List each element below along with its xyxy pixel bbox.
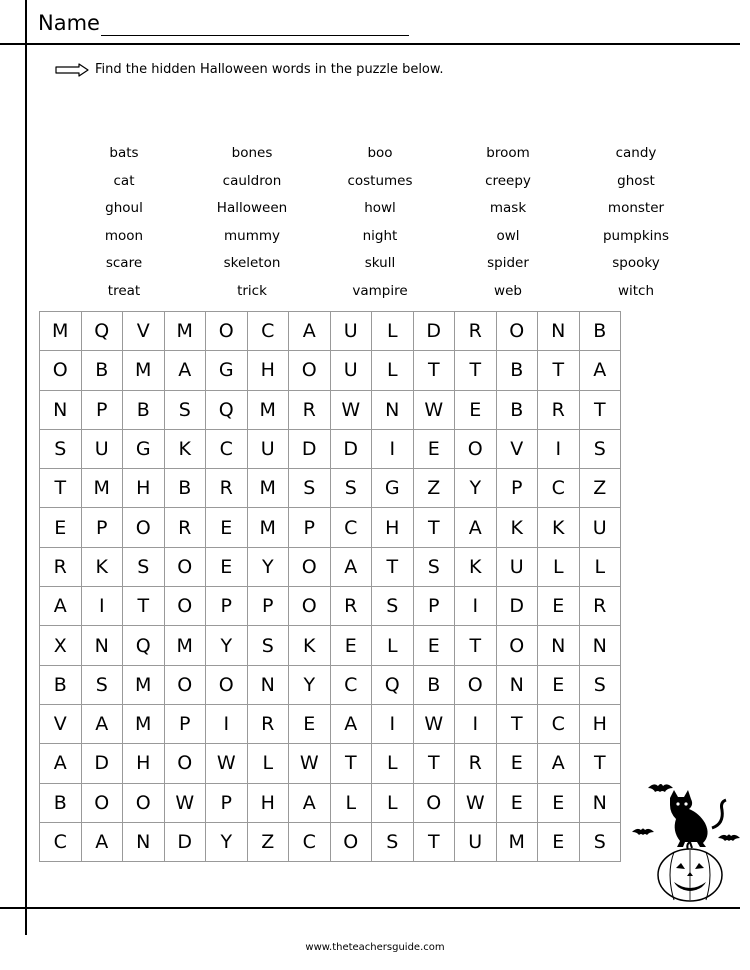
puzzle-cell[interactable]: M <box>248 391 290 430</box>
puzzle-cell[interactable]: S <box>123 548 165 587</box>
puzzle-cell[interactable]: H <box>123 744 165 783</box>
puzzle-cell[interactable]: R <box>455 744 497 783</box>
puzzle-cell[interactable]: L <box>372 312 414 351</box>
puzzle-cell[interactable]: N <box>580 626 622 665</box>
puzzle-cell[interactable]: E <box>331 626 373 665</box>
puzzle-cell[interactable]: H <box>372 508 414 547</box>
puzzle-cell[interactable]: H <box>580 705 622 744</box>
puzzle-cell[interactable]: T <box>455 351 497 390</box>
word-list-item: skeleton <box>223 255 281 271</box>
puzzle-cell[interactable]: U <box>248 430 290 469</box>
puzzle-cell[interactable]: M <box>123 666 165 705</box>
word-list-item: Halloween <box>216 200 288 216</box>
puzzle-cell[interactable]: K <box>82 548 124 587</box>
puzzle-cell[interactable]: S <box>289 469 331 508</box>
margin-vertical-rule <box>25 0 27 935</box>
puzzle-cell[interactable]: O <box>497 312 539 351</box>
word-list-item: scare <box>105 255 143 271</box>
word-list-item: bones <box>231 145 273 161</box>
puzzle-cell[interactable]: B <box>497 351 539 390</box>
puzzle-cell[interactable]: D <box>82 744 124 783</box>
puzzle-cell[interactable]: A <box>538 744 580 783</box>
puzzle-cell[interactable]: E <box>538 823 580 862</box>
puzzle-cell[interactable]: O <box>165 666 207 705</box>
puzzle-cell[interactable]: K <box>455 548 497 587</box>
word-list-item: bats <box>109 145 139 161</box>
word-list-item: vampire <box>352 282 408 299</box>
puzzle-cell[interactable]: N <box>123 823 165 862</box>
puzzle-cell[interactable]: A <box>40 587 82 626</box>
puzzle-cell[interactable]: C <box>289 823 331 862</box>
puzzle-cell[interactable]: M <box>248 469 290 508</box>
puzzle-cell[interactable]: E <box>455 391 497 430</box>
puzzle-cell[interactable]: R <box>248 705 290 744</box>
puzzle-cell[interactable]: M <box>248 508 290 547</box>
word-list-item: mummy <box>224 227 280 244</box>
header-rule <box>0 43 740 45</box>
puzzle-cell[interactable]: U <box>331 351 373 390</box>
puzzle-cell[interactable]: G <box>206 351 248 390</box>
puzzle-cell[interactable]: E <box>538 666 580 705</box>
puzzle-cell[interactable]: A <box>331 548 373 587</box>
puzzle-cell[interactable]: N <box>580 784 622 823</box>
puzzle-cell[interactable]: S <box>580 666 622 705</box>
puzzle-cell[interactable]: E <box>497 784 539 823</box>
word-list-item: spider <box>487 255 529 271</box>
puzzle-cell[interactable]: L <box>331 784 373 823</box>
word-list <box>60 140 700 305</box>
puzzle-cell[interactable]: S <box>331 469 373 508</box>
word-list-item: spooky <box>612 255 660 271</box>
puzzle-cell[interactable]: C <box>331 508 373 547</box>
halloween-cat-pumpkin-illustration <box>630 770 745 905</box>
puzzle-cell[interactable]: T <box>580 744 622 783</box>
puzzle-cell[interactable]: E <box>206 548 248 587</box>
puzzle-cell[interactable]: E <box>538 784 580 823</box>
word-list-item: web <box>494 282 522 299</box>
puzzle-grid <box>39 311 621 862</box>
puzzle-cell[interactable]: V <box>497 430 539 469</box>
puzzle-cell[interactable]: R <box>165 508 207 547</box>
puzzle-cell[interactable]: N <box>82 626 124 665</box>
arrow-right-icon <box>55 63 89 77</box>
footer-rule <box>0 907 740 909</box>
puzzle-cell[interactable]: M <box>82 469 124 508</box>
puzzle-cell[interactable]: Y <box>455 469 497 508</box>
puzzle-cell[interactable]: T <box>331 744 373 783</box>
puzzle-cell[interactable]: W <box>165 784 207 823</box>
puzzle-cell[interactable]: O <box>331 823 373 862</box>
word-list-item: skull <box>364 255 396 271</box>
word-list-item: pumpkins <box>602 227 669 244</box>
puzzle-cell[interactable]: X <box>40 626 82 665</box>
puzzle-cell[interactable]: Z <box>580 469 622 508</box>
puzzle-cell[interactable]: S <box>248 626 290 665</box>
word-list-item: cat <box>113 172 135 189</box>
word-list-item: costumes <box>347 172 413 189</box>
puzzle-cell[interactable]: R <box>580 587 622 626</box>
puzzle-cell[interactable]: P <box>414 587 456 626</box>
puzzle-cell[interactable]: T <box>414 508 456 547</box>
word-list-item: howl <box>364 200 396 216</box>
puzzle-cell[interactable]: B <box>40 666 82 705</box>
puzzle-cell[interactable]: N <box>248 666 290 705</box>
puzzle-cell[interactable]: S <box>580 430 622 469</box>
puzzle-cell[interactable]: P <box>206 784 248 823</box>
puzzle-cell[interactable]: T <box>414 351 456 390</box>
word-list-item: owl <box>496 227 520 244</box>
puzzle-cell[interactable]: T <box>123 587 165 626</box>
puzzle-cell[interactable]: W <box>206 744 248 783</box>
puzzle-cell[interactable]: H <box>248 351 290 390</box>
puzzle-cell[interactable]: I <box>455 587 497 626</box>
word-list-item: ghost <box>617 172 655 189</box>
puzzle-cell[interactable]: M <box>123 351 165 390</box>
puzzle-cell[interactable]: C <box>40 823 82 862</box>
puzzle-cell[interactable]: W <box>414 391 456 430</box>
puzzle-cell[interactable]: L <box>372 744 414 783</box>
word-list-item: night <box>362 227 398 244</box>
puzzle-cell[interactable]: N <box>372 391 414 430</box>
puzzle-cell[interactable]: S <box>40 430 82 469</box>
puzzle-cell[interactable]: O <box>289 548 331 587</box>
puzzle-cell[interactable]: R <box>455 312 497 351</box>
puzzle-cell[interactable]: W <box>414 705 456 744</box>
puzzle-cell[interactable]: K <box>497 508 539 547</box>
word-list-item: trick <box>237 282 267 299</box>
puzzle-cell[interactable]: O <box>497 626 539 665</box>
puzzle-cell[interactable]: L <box>580 548 622 587</box>
puzzle-cell[interactable]: E <box>414 626 456 665</box>
puzzle-cell[interactable]: Y <box>206 823 248 862</box>
instruction-text: Find the hidden Halloween words in the puzzle below. <box>95 62 444 77</box>
puzzle-cell[interactable]: M <box>123 705 165 744</box>
puzzle-cell[interactable]: D <box>331 430 373 469</box>
puzzle-cell[interactable]: O <box>82 784 124 823</box>
puzzle-cell[interactable]: S <box>414 548 456 587</box>
puzzle-cell[interactable]: E <box>538 587 580 626</box>
word-list-item: ghoul <box>105 200 143 216</box>
puzzle-cell[interactable]: V <box>123 312 165 351</box>
puzzle-cell[interactable]: O <box>123 508 165 547</box>
puzzle-cell[interactable]: Z <box>248 823 290 862</box>
puzzle-cell[interactable]: R <box>331 587 373 626</box>
puzzle-cell[interactable]: L <box>372 784 414 823</box>
puzzle-cell[interactable]: O <box>40 351 82 390</box>
name-blank-line[interactable] <box>101 11 409 36</box>
puzzle-cell[interactable]: O <box>289 351 331 390</box>
puzzle-cell[interactable]: Y <box>289 666 331 705</box>
puzzle-cell[interactable]: C <box>248 312 290 351</box>
puzzle-cell[interactable]: O <box>455 666 497 705</box>
word-list-item: candy <box>615 145 657 161</box>
puzzle-cell[interactable]: P <box>248 587 290 626</box>
puzzle-cell[interactable]: U <box>82 430 124 469</box>
word-list-item: creepy <box>485 172 531 189</box>
puzzle-cell[interactable]: M <box>40 312 82 351</box>
puzzle-cell[interactable]: Y <box>206 626 248 665</box>
word-list-item: moon <box>104 227 144 244</box>
puzzle-cell[interactable]: E <box>289 705 331 744</box>
word-list-item: treat <box>107 282 141 299</box>
puzzle-cell[interactable]: O <box>165 744 207 783</box>
jack-o-lantern-icon <box>658 842 722 901</box>
bat-icon <box>718 835 740 842</box>
puzzle-cell[interactable]: T <box>414 823 456 862</box>
puzzle-cell[interactable]: T <box>538 351 580 390</box>
puzzle-cell[interactable]: C <box>538 705 580 744</box>
puzzle-cell[interactable]: N <box>497 666 539 705</box>
puzzle-cell[interactable]: I <box>372 430 414 469</box>
puzzle-cell[interactable]: D <box>165 823 207 862</box>
puzzle-cell[interactable]: W <box>331 391 373 430</box>
puzzle-cell[interactable]: N <box>40 391 82 430</box>
puzzle-cell[interactable]: A <box>580 351 622 390</box>
puzzle-cell[interactable]: B <box>580 312 622 351</box>
puzzle-cell[interactable]: P <box>82 508 124 547</box>
puzzle-cell[interactable]: O <box>206 666 248 705</box>
puzzle-cell[interactable]: B <box>165 469 207 508</box>
puzzle-cell[interactable]: R <box>206 469 248 508</box>
puzzle-cell[interactable]: C <box>206 430 248 469</box>
puzzle-cell[interactable]: T <box>40 469 82 508</box>
puzzle-cell[interactable]: I <box>455 705 497 744</box>
puzzle-cell[interactable]: D <box>414 312 456 351</box>
puzzle-cell[interactable]: A <box>82 823 124 862</box>
puzzle-cell[interactable]: I <box>372 705 414 744</box>
puzzle-cell[interactable]: P <box>206 587 248 626</box>
puzzle-cell[interactable]: H <box>248 784 290 823</box>
puzzle-cell[interactable]: R <box>289 391 331 430</box>
puzzle-cell[interactable]: Q <box>82 312 124 351</box>
puzzle-cell[interactable]: A <box>331 705 373 744</box>
puzzle-cell[interactable]: G <box>123 430 165 469</box>
puzzle-cell[interactable]: N <box>538 312 580 351</box>
puzzle-cell[interactable]: U <box>497 548 539 587</box>
puzzle-cell[interactable]: I <box>206 705 248 744</box>
puzzle-cell[interactable]: O <box>455 430 497 469</box>
puzzle-cell[interactable]: S <box>580 823 622 862</box>
footer-website: www.theteachersguide.com <box>305 942 445 953</box>
puzzle-cell[interactable]: H <box>123 469 165 508</box>
word-list-item: broom <box>486 145 530 161</box>
puzzle-cell[interactable]: R <box>538 391 580 430</box>
puzzle-cell[interactable]: C <box>331 666 373 705</box>
puzzle-cell[interactable]: S <box>165 391 207 430</box>
puzzle-cell[interactable]: Z <box>414 469 456 508</box>
puzzle-cell[interactable]: D <box>289 430 331 469</box>
puzzle-cell[interactable]: A <box>289 784 331 823</box>
puzzle-cell[interactable]: A <box>40 744 82 783</box>
name-field <box>38 10 409 36</box>
puzzle-cell[interactable]: G <box>372 469 414 508</box>
puzzle-cell[interactable]: B <box>82 351 124 390</box>
puzzle-cell[interactable]: K <box>289 626 331 665</box>
puzzle-cell[interactable]: D <box>497 587 539 626</box>
word-list-item: witch <box>617 282 655 299</box>
puzzle-cell[interactable]: B <box>40 784 82 823</box>
puzzle-cell[interactable]: P <box>82 391 124 430</box>
puzzle-cell[interactable]: C <box>538 469 580 508</box>
puzzle-cell[interactable]: E <box>497 744 539 783</box>
puzzle-cell[interactable]: N <box>538 626 580 665</box>
puzzle-cell[interactable]: T <box>455 626 497 665</box>
puzzle-cell[interactable]: K <box>165 430 207 469</box>
puzzle-cell[interactable]: O <box>289 587 331 626</box>
puzzle-cell[interactable]: O <box>414 784 456 823</box>
puzzle-cell[interactable]: Y <box>248 548 290 587</box>
puzzle-cell[interactable]: O <box>123 784 165 823</box>
puzzle-cell[interactable]: W <box>289 744 331 783</box>
puzzle-cell[interactable]: S <box>82 666 124 705</box>
puzzle-cell[interactable]: O <box>165 548 207 587</box>
puzzle-cell[interactable]: K <box>538 508 580 547</box>
puzzle-cell[interactable]: L <box>372 626 414 665</box>
puzzle-cell[interactable]: T <box>372 548 414 587</box>
puzzle-cell[interactable]: V <box>40 705 82 744</box>
puzzle-cell[interactable]: B <box>123 391 165 430</box>
puzzle-cell[interactable]: B <box>414 666 456 705</box>
puzzle-cell[interactable]: I <box>538 430 580 469</box>
puzzle-cell[interactable]: T <box>497 705 539 744</box>
puzzle-cell[interactable]: M <box>165 312 207 351</box>
puzzle-cell[interactable]: B <box>497 391 539 430</box>
puzzle-cell[interactable]: E <box>414 430 456 469</box>
puzzle-cell[interactable]: Q <box>206 391 248 430</box>
word-list-item: cauldron <box>222 172 282 189</box>
word-list-item: monster <box>607 200 665 216</box>
name-label: Name <box>38 11 100 35</box>
puzzle-cell[interactable]: O <box>206 312 248 351</box>
puzzle-cell[interactable]: S <box>372 587 414 626</box>
puzzle-cell[interactable]: O <box>165 587 207 626</box>
puzzle-cell[interactable]: U <box>331 312 373 351</box>
puzzle-cell[interactable]: L <box>248 744 290 783</box>
puzzle-cell[interactable]: A <box>455 508 497 547</box>
puzzle-cell[interactable]: T <box>414 744 456 783</box>
puzzle-cell[interactable]: M <box>165 626 207 665</box>
puzzle-cell[interactable]: L <box>372 351 414 390</box>
word-list-item: mask <box>489 200 527 216</box>
puzzle-cell[interactable]: U <box>580 508 622 547</box>
puzzle-cell[interactable]: W <box>455 784 497 823</box>
bat-icon <box>632 829 654 836</box>
instruction-line <box>55 62 443 77</box>
puzzle-cell[interactable]: I <box>82 587 124 626</box>
puzzle-cell[interactable]: P <box>289 508 331 547</box>
bat-icon <box>648 784 673 792</box>
word-list-item: boo <box>367 145 393 161</box>
puzzle-cell[interactable]: Q <box>372 666 414 705</box>
puzzle-cell[interactable]: P <box>165 705 207 744</box>
puzzle-cell[interactable]: E <box>40 508 82 547</box>
puzzle-cell[interactable]: U <box>455 823 497 862</box>
puzzle-cell[interactable]: M <box>497 823 539 862</box>
puzzle-cell[interactable]: E <box>206 508 248 547</box>
puzzle-cell[interactable]: A <box>165 351 207 390</box>
puzzle-cell[interactable]: R <box>40 548 82 587</box>
black-cat-icon <box>670 790 726 847</box>
puzzle-cell[interactable]: L <box>538 548 580 587</box>
puzzle-cell[interactable]: A <box>289 312 331 351</box>
puzzle-cell[interactable]: S <box>372 823 414 862</box>
puzzle-cell[interactable]: A <box>82 705 124 744</box>
puzzle-cell[interactable]: P <box>497 469 539 508</box>
puzzle-cell[interactable]: T <box>580 391 622 430</box>
puzzle-cell[interactable]: Q <box>123 626 165 665</box>
